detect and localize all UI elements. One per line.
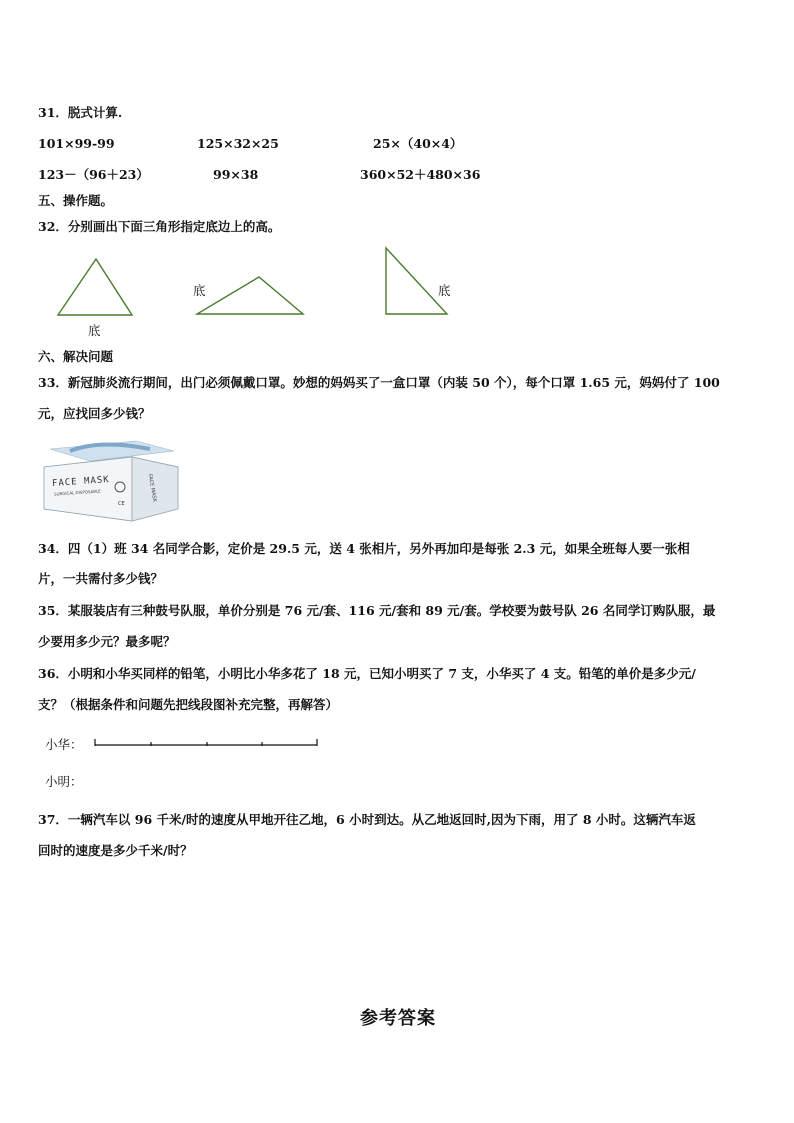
section-heading-6: 六、解决问题 xyxy=(38,349,114,364)
q35-line: 少要用多少元？最多呢？ xyxy=(38,634,176,649)
mask-box-side-text: FACE MASK xyxy=(146,473,158,503)
section-heading-5: 五、操作题。 xyxy=(38,193,114,208)
q31-expression: 25×（40×4） xyxy=(373,136,463,151)
q37-line: 回时的速度是多少千米/时？ xyxy=(38,843,193,858)
segment-label-xiaoming: 小明： xyxy=(45,774,83,789)
q31-expression: 99×38 xyxy=(213,167,259,182)
triangle-1-base-label: 底 xyxy=(88,323,101,338)
mask-box-subtitle: SURGICAL DISPOSABLE xyxy=(53,488,101,497)
q31-expression: 125×32×25 xyxy=(197,136,279,151)
q33-line: 33．新冠肺炎流行期间，出门必须佩戴口罩。妙想的妈妈买了一盒口罩（内装 50 个），每个口罩 1.65 元，妈妈付了 100 xyxy=(38,375,720,390)
triangle-3-base-label: 底 xyxy=(438,283,451,298)
triangle-2-base-label: 底 xyxy=(193,283,206,298)
mask-box-ce-mark: CE xyxy=(118,501,125,507)
answer-section-title: 参考答案 xyxy=(360,1008,436,1029)
q31-expression: 123－（96＋23） xyxy=(38,167,149,182)
q32-text: 32．分别画出下面三角形指定底边上的高。 xyxy=(38,219,281,234)
q35-line: 35．某服装店有三种鼓号队服，单价分别是 76 元/套、116 元/套和 89 元/套。学校要为鼓号队 26 名同学订购队服，最 xyxy=(38,603,716,618)
q31-expression: 360×52＋480×36 xyxy=(360,167,481,182)
q33-line: 元，应找回多少钱？ xyxy=(38,406,151,421)
q34-line: 片，一共需付多少钱？ xyxy=(38,571,164,586)
q36-line: 36．小明和小华买同样的铅笔，小明比小华多花了 18 元，已知小明买了 7 支，小华买了 4 支。铅笔的单价是多少元/ xyxy=(38,666,696,681)
q31-expression: 101×99-99 xyxy=(38,136,115,151)
q36-line: 支？（根据条件和问题先把线段图补充完整，再解答） xyxy=(38,697,339,712)
mask-box-brand: FACE MASK xyxy=(51,474,111,490)
segment-label-xiaohua: 小华： xyxy=(45,737,83,752)
q31-heading: 31．脱式计算. xyxy=(38,105,123,120)
q34-line: 34．四（1）班 34 名同学合影，定价是 29.5 元，送 4 张相片，另外再加印是每张 2.3 元，如果全班每人要一张相 xyxy=(38,541,690,556)
q37-line: 37．一辆汽车以 96 千米/时的速度从甲地开往乙地，6 小时到达。从乙地返回时,因为下雨，用了 8 小时。这辆汽车返 xyxy=(38,812,696,827)
